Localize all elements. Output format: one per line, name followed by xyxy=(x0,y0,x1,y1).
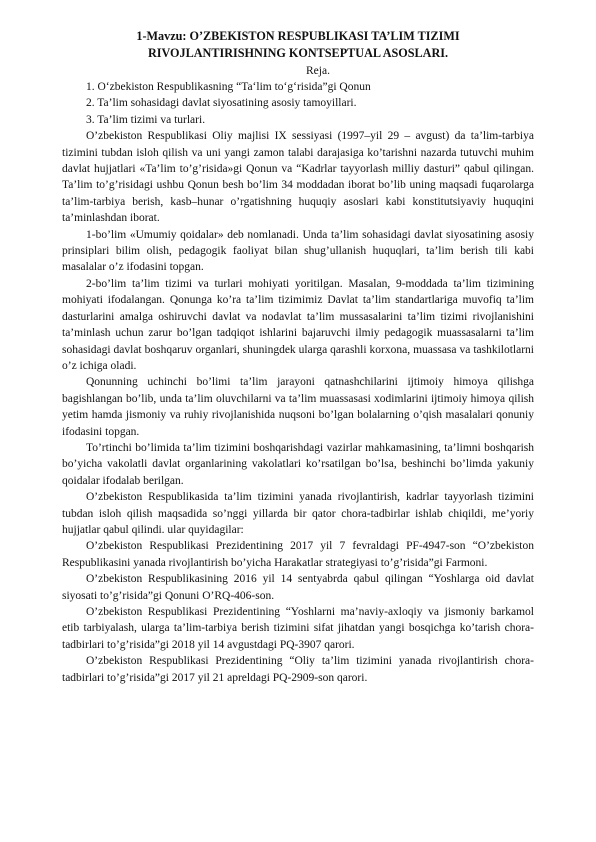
paragraph-resolution-pq3907: O’zbekiston Respublikasi Prezidentining “Yoshlarni ma’naviy-axloqiy va jismoniy barkamol etib tarbiyalash, ularga ta’lim-tarbiya berish tizimini sifat jihatdan yangi bosqichga ko’tarish chora-tadbirlari to’g’risida”gi 2018 yil 14 avgustdagi PQ-3907 qarori. xyxy=(62,606,534,651)
plan-item: 3. Ta’lim tizimi va turlari. xyxy=(86,113,206,126)
paragraph-resolution-pq2909: O’zbekiston Respublikasi Prezidentining “Oliy ta’lim tizimini yanada rivojlantirish chora-tadbirlari to’g’risida”gi 2017 yil 21 apreldagi PQ-2909-son qarori. xyxy=(62,655,534,684)
plan-list xyxy=(62,79,534,128)
paragraph-section-4-5: To’rtinchi bo’limida ta’lim tizimini boshqarishdagi vazirlar mahkamasining, ta’limni boshqarish bo’yicha vakolatli davlat organlarining vakolatlari ko’rsatilgan bo’lsa, beshinchi bo’limda yakuniy qoidalar ifodalab berilgan. xyxy=(62,441,534,487)
paragraph-section-1: 1-bo’lim «Umumiy qoidalar» deb nomlanadi. Unda ta’lim sohasidagi davlat siyosatining asosiy prinsiplari bilim olish, pedagogik faoliyat bilan shug’ullanish huquqlari, ta’lim berish tili kabi masalalar o’z ifodasini topgan. xyxy=(62,228,534,274)
plan-item: 1. O‘zbekiston Respublikasning “Ta‘lim to‘g‘risida”gi Qonun xyxy=(86,81,371,93)
paragraph-law-orq406: O’zbekiston Respublikasining 2016 yil 14 sentyabrda qabul qilingan “Yoshlarga oid davlat siyosati to’g’risida”gi Qonuni O’RQ-406-son. xyxy=(62,573,534,602)
document-body xyxy=(62,128,534,686)
plan-item: 2. Ta’lim sohasidagi davlat siyosatining asosiy tamoyillari. xyxy=(86,97,357,110)
paragraph-decree-pf4947: O’zbekiston Respublikasi Prezidentining 2017 yil 7 fevraldagi PF-4947-son “O’zbekiston Respublikasini yanada rivojlantirish bo’yicha Harakatlar strategiyasi to’g’risida”gi Farmoni. xyxy=(62,540,534,569)
paragraph-section-3: Qonunning uchinchi bo’limi ta’lim jarayoni qatnashchilarini ijtimoiy himoya qilishga bagishlangan bo’lib, unda ta’lim oluvchilarni va ta’lim muassasasi xodimlarini ijtimoiy himoya qilish yetim hamda jismoniy va ruhiy rivojlanishida nuqsoni bo’lgan bolalarning o’qish masalalari qonuniy ifodasini topgan. xyxy=(62,376,534,438)
document-title xyxy=(62,28,534,62)
paragraph-reforms: O’zbekiston Respublikasida ta’lim tizimini yanada rivojlantirish, kadrlar tayyorlash tizimini tubdan isloh qilish maqsadida so’nggi yillarda bir qator chora-tadbirlar ishlab chiqildi, me’yoriy hujjatlar qabul qilindi. ular quyidagilar: xyxy=(62,491,534,536)
document-page xyxy=(62,28,534,686)
paragraph-intro: O’zbekiston Respublikasi Oliy majlisi IX sessiyasi (1997–yil 29 – avgust) da ta’lim-tarbiya tizimini tubdan isloh qilish va uni yangi zamon talabi darajasiga ko’tarishni nazarda tutuvchi muhim davlat hujjatlari «Ta’lim to’g’risida»gi Qonun va “Kadrlar tayyorlash milliy dasturi” qabul qilingan. Ta’lim to’g’risidagi ushbu Qonun besh bo’lim 34 moddadan iborat bo’lib uning maqsadi fuqarolarga ta’lim-tarbiya berish, kasb–hunar o’rgatishning huquqiy asoslari kabi konstitutsiyaviy huquqini ta’minlashdan iborat. xyxy=(62,130,534,225)
plan-heading: Reja. xyxy=(306,65,330,77)
title-line-1: 1-Mavzu: O’ZBEKISTON RESPUBLIKASI TA’LIM TIZIMI xyxy=(136,29,460,43)
title-line-2: RIVOJLANTIRISHNING KONTSEPTUAL ASOSLARI. xyxy=(147,46,449,60)
paragraph-section-2: 2-bo’lim ta’lim tizimi va turlari mohiyati yoritilgan. Masalan, 9-moddada ta’lim tizimining mohiyati ifodalangan. Qonunga ko’ra ta’lim tizimimiz Davlat ta’lim standartlariga muvofiq ta’lim dasturlarini amalga oshiruvchi davlat va nodavlat ta’lim mussasalarini ta’lim tizimi rivojlanishini ta’minlash uchun zarur bo’lgan tadqiqot ishlarini bajaruvchi ilmiy pedagogik muassasalarni ta’lim sohasidagi davlat boshqaruv organlari, shuningdek ularga qarashli korxona, muassasa va tashkilotlarni o’z ichiga oladi. xyxy=(62,277,534,372)
